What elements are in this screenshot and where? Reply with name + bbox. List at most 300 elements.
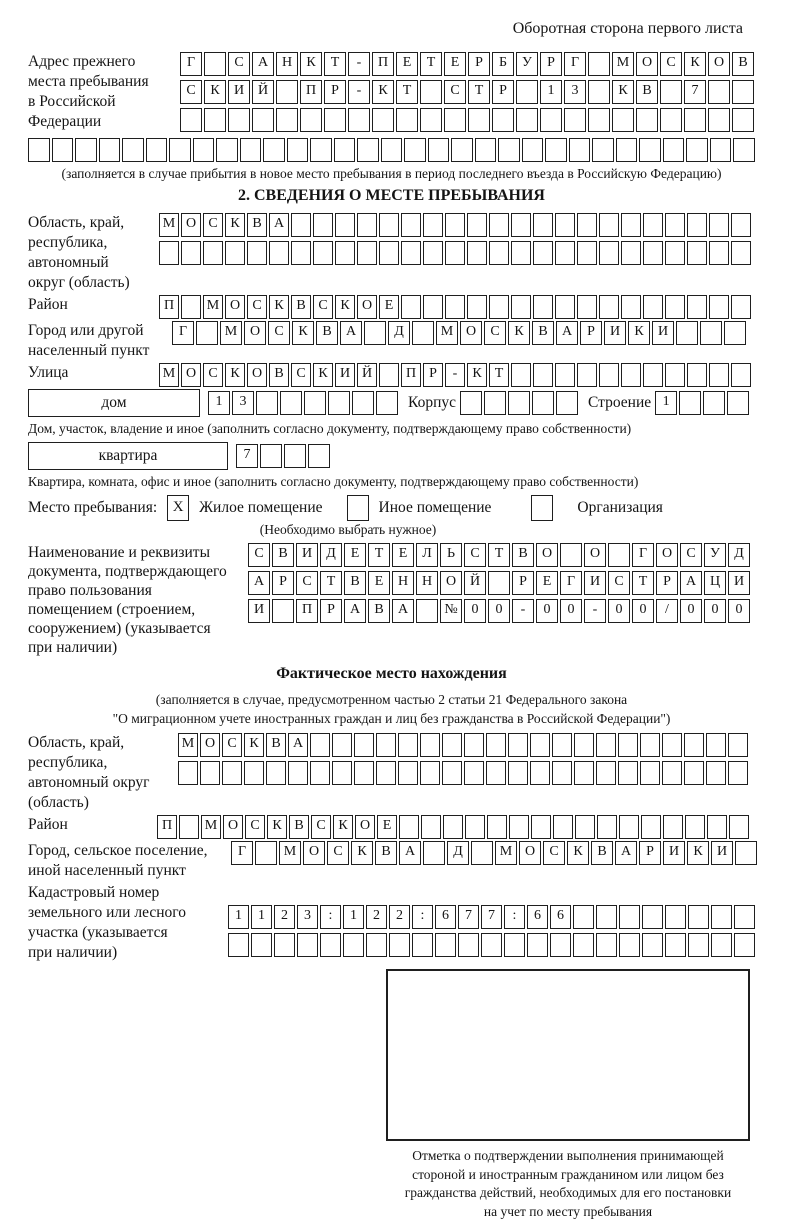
char-box[interactable]: А <box>399 841 421 865</box>
char-box[interactable]: О <box>181 213 201 237</box>
char-box[interactable] <box>420 761 440 785</box>
char-box[interactable] <box>662 761 682 785</box>
char-box[interactable]: 0 <box>608 599 630 623</box>
char-box[interactable] <box>663 138 685 162</box>
char-box[interactable] <box>269 241 289 265</box>
char-box[interactable]: М <box>159 213 179 237</box>
char-box[interactable] <box>274 933 295 957</box>
char-box[interactable] <box>423 295 443 319</box>
char-box[interactable] <box>398 733 418 757</box>
char-box[interactable] <box>481 933 502 957</box>
char-box[interactable] <box>372 108 394 132</box>
char-box[interactable] <box>451 138 473 162</box>
char-box[interactable] <box>550 933 571 957</box>
char-box[interactable] <box>621 363 641 387</box>
char-box[interactable] <box>266 761 286 785</box>
char-box[interactable]: Г <box>560 571 582 595</box>
char-box[interactable] <box>663 815 683 839</box>
char-box[interactable]: О <box>460 321 482 345</box>
char-box[interactable] <box>276 80 298 104</box>
char-box[interactable]: Е <box>536 571 558 595</box>
char-box[interactable] <box>389 933 410 957</box>
char-box[interactable] <box>467 295 487 319</box>
char-box[interactable] <box>709 363 729 387</box>
char-box[interactable]: С <box>313 295 333 319</box>
char-box[interactable] <box>376 733 396 757</box>
char-box[interactable] <box>464 761 484 785</box>
char-box[interactable] <box>179 815 199 839</box>
char-box[interactable]: С <box>222 733 242 757</box>
char-box[interactable] <box>618 761 638 785</box>
char-box[interactable] <box>709 213 729 237</box>
char-box[interactable] <box>401 213 421 237</box>
char-box[interactable] <box>660 108 682 132</box>
char-box[interactable]: 2 <box>366 905 387 929</box>
char-box[interactable] <box>574 761 594 785</box>
char-box[interactable] <box>343 933 364 957</box>
char-box[interactable] <box>552 761 572 785</box>
char-box[interactable] <box>545 138 567 162</box>
char-box[interactable] <box>412 321 434 345</box>
char-box[interactable] <box>706 733 726 757</box>
char-box[interactable] <box>444 108 466 132</box>
char-box[interactable]: Ь <box>440 543 462 567</box>
char-box[interactable]: О <box>440 571 462 595</box>
char-box[interactable]: О <box>656 543 678 567</box>
char-box[interactable] <box>352 391 374 415</box>
char-box[interactable] <box>291 213 311 237</box>
char-box[interactable]: У <box>704 543 726 567</box>
char-box[interactable] <box>728 761 748 785</box>
char-box[interactable] <box>228 933 249 957</box>
char-box[interactable] <box>435 933 456 957</box>
char-box[interactable]: М <box>279 841 301 865</box>
char-box[interactable] <box>489 213 509 237</box>
char-box[interactable] <box>244 761 264 785</box>
char-box[interactable]: А <box>344 599 366 623</box>
char-box[interactable]: Л <box>416 543 438 567</box>
char-box[interactable] <box>527 933 548 957</box>
char-box[interactable] <box>421 815 441 839</box>
char-box[interactable]: Р <box>492 80 514 104</box>
char-box[interactable]: У <box>516 52 538 76</box>
char-box[interactable]: Т <box>489 363 509 387</box>
char-box[interactable]: С <box>228 52 250 76</box>
char-box[interactable]: П <box>157 815 177 839</box>
char-box[interactable] <box>709 295 729 319</box>
char-box[interactable]: В <box>732 52 754 76</box>
char-box[interactable]: М <box>220 321 242 345</box>
char-box[interactable] <box>423 213 443 237</box>
char-box[interactable] <box>599 363 619 387</box>
char-box[interactable] <box>577 241 597 265</box>
char-box[interactable]: № <box>440 599 462 623</box>
char-box[interactable]: Г <box>632 543 654 567</box>
checkbox-other-premises[interactable] <box>347 495 369 521</box>
char-box[interactable] <box>225 241 245 265</box>
char-box[interactable] <box>396 108 418 132</box>
char-box[interactable]: И <box>663 841 685 865</box>
char-box[interactable]: К <box>508 321 530 345</box>
char-box[interactable] <box>511 295 531 319</box>
char-box[interactable] <box>727 391 749 415</box>
char-box[interactable] <box>381 138 403 162</box>
char-box[interactable]: К <box>292 321 314 345</box>
char-box[interactable]: К <box>612 80 634 104</box>
char-box[interactable]: С <box>203 213 223 237</box>
char-box[interactable] <box>621 241 641 265</box>
char-box[interactable] <box>560 543 582 567</box>
char-box[interactable] <box>575 815 595 839</box>
char-box[interactable] <box>711 905 732 929</box>
char-box[interactable]: М <box>178 733 198 757</box>
char-box[interactable] <box>687 213 707 237</box>
char-box[interactable]: П <box>159 295 179 319</box>
char-box[interactable]: К <box>567 841 589 865</box>
char-box[interactable] <box>684 108 706 132</box>
char-box[interactable]: Д <box>728 543 750 567</box>
char-box[interactable]: И <box>296 543 318 567</box>
char-box[interactable] <box>404 138 426 162</box>
char-box[interactable] <box>588 80 610 104</box>
char-box[interactable] <box>442 733 462 757</box>
char-box[interactable] <box>364 321 386 345</box>
char-box[interactable] <box>509 815 529 839</box>
char-box[interactable] <box>247 241 267 265</box>
char-box[interactable]: 1 <box>208 391 230 415</box>
char-box[interactable] <box>486 761 506 785</box>
char-box[interactable]: М <box>203 295 223 319</box>
char-box[interactable]: К <box>333 815 353 839</box>
char-box[interactable] <box>735 841 757 865</box>
char-box[interactable] <box>508 391 530 415</box>
char-box[interactable] <box>442 761 462 785</box>
char-box[interactable] <box>665 905 686 929</box>
char-box[interactable]: А <box>340 321 362 345</box>
char-box[interactable]: О <box>223 815 243 839</box>
char-box[interactable] <box>688 933 709 957</box>
char-box[interactable]: А <box>252 52 274 76</box>
char-box[interactable] <box>700 321 722 345</box>
char-box[interactable] <box>577 213 597 237</box>
char-box[interactable] <box>204 108 226 132</box>
char-box[interactable] <box>553 815 573 839</box>
char-box[interactable]: О <box>536 543 558 567</box>
char-box[interactable] <box>420 108 442 132</box>
char-box[interactable] <box>703 391 725 415</box>
char-box[interactable] <box>354 761 374 785</box>
char-box[interactable] <box>178 761 198 785</box>
char-box[interactable] <box>618 733 638 757</box>
char-box[interactable]: Р <box>580 321 602 345</box>
char-box[interactable]: С <box>680 543 702 567</box>
char-box[interactable] <box>516 80 538 104</box>
char-box[interactable]: К <box>628 321 650 345</box>
char-box[interactable] <box>420 80 442 104</box>
char-box[interactable] <box>540 108 562 132</box>
char-box[interactable] <box>366 933 387 957</box>
char-box[interactable] <box>685 815 705 839</box>
char-box[interactable] <box>196 321 218 345</box>
char-box[interactable]: Е <box>396 52 418 76</box>
char-box[interactable]: В <box>375 841 397 865</box>
char-box[interactable] <box>564 108 586 132</box>
char-box[interactable] <box>711 933 732 957</box>
char-box[interactable] <box>596 733 616 757</box>
char-box[interactable]: К <box>225 363 245 387</box>
char-box[interactable]: 6 <box>527 905 548 929</box>
char-box[interactable] <box>599 241 619 265</box>
char-box[interactable] <box>665 295 685 319</box>
char-box[interactable]: 0 <box>632 599 654 623</box>
char-box[interactable]: Е <box>392 543 414 567</box>
char-box[interactable]: О <box>181 363 201 387</box>
char-box[interactable]: 0 <box>728 599 750 623</box>
char-box[interactable] <box>596 761 616 785</box>
char-box[interactable] <box>468 108 490 132</box>
char-box[interactable]: Р <box>320 599 342 623</box>
char-box[interactable] <box>596 905 617 929</box>
char-box[interactable]: С <box>180 80 202 104</box>
char-box[interactable]: : <box>412 905 433 929</box>
char-box[interactable]: О <box>244 321 266 345</box>
char-box[interactable] <box>621 295 641 319</box>
char-box[interactable] <box>379 213 399 237</box>
char-box[interactable] <box>530 761 550 785</box>
char-box[interactable] <box>240 138 262 162</box>
char-box[interactable]: 1 <box>228 905 249 929</box>
char-box[interactable] <box>498 138 520 162</box>
char-box[interactable] <box>52 138 74 162</box>
char-box[interactable]: 0 <box>536 599 558 623</box>
char-box[interactable]: К <box>684 52 706 76</box>
char-box[interactable] <box>608 543 630 567</box>
char-box[interactable] <box>99 138 121 162</box>
char-box[interactable]: 0 <box>704 599 726 623</box>
char-box[interactable] <box>522 138 544 162</box>
char-box[interactable]: С <box>327 841 349 865</box>
char-box[interactable]: С <box>608 571 630 595</box>
char-box[interactable]: И <box>652 321 674 345</box>
char-box[interactable]: С <box>543 841 565 865</box>
char-box[interactable]: 1 <box>540 80 562 104</box>
char-box[interactable] <box>193 138 215 162</box>
char-box[interactable]: 3 <box>297 905 318 929</box>
char-box[interactable]: В <box>344 571 366 595</box>
char-box[interactable]: К <box>313 363 333 387</box>
char-box[interactable] <box>643 363 663 387</box>
char-box[interactable]: А <box>248 571 270 595</box>
char-box[interactable] <box>508 733 528 757</box>
char-box[interactable]: Д <box>447 841 469 865</box>
char-box[interactable] <box>401 295 421 319</box>
char-box[interactable] <box>276 108 298 132</box>
char-box[interactable] <box>555 241 575 265</box>
char-box[interactable]: Р <box>540 52 562 76</box>
char-box[interactable]: К <box>351 841 373 865</box>
char-box[interactable] <box>706 761 726 785</box>
char-box[interactable]: 7 <box>236 444 258 468</box>
char-box[interactable] <box>251 933 272 957</box>
char-box[interactable] <box>445 241 465 265</box>
char-box[interactable]: С <box>245 815 265 839</box>
char-box[interactable] <box>313 241 333 265</box>
char-box[interactable]: И <box>728 571 750 595</box>
char-box[interactable] <box>272 599 294 623</box>
char-box[interactable]: 0 <box>488 599 510 623</box>
char-box[interactable] <box>552 733 572 757</box>
char-box[interactable] <box>676 321 698 345</box>
char-box[interactable]: / <box>656 599 678 623</box>
char-box[interactable]: 3 <box>564 80 586 104</box>
char-box[interactable] <box>660 80 682 104</box>
char-box[interactable] <box>665 363 685 387</box>
char-box[interactable]: Н <box>416 571 438 595</box>
char-box[interactable]: К <box>244 733 264 757</box>
char-box[interactable]: К <box>204 80 226 104</box>
char-box[interactable] <box>423 241 443 265</box>
char-box[interactable] <box>263 138 285 162</box>
char-box[interactable] <box>216 138 238 162</box>
char-box[interactable] <box>376 391 398 415</box>
char-box[interactable]: И <box>604 321 626 345</box>
char-box[interactable] <box>531 815 551 839</box>
char-box[interactable]: 3 <box>232 391 254 415</box>
char-box[interactable] <box>335 241 355 265</box>
char-box[interactable] <box>465 815 485 839</box>
char-box[interactable]: Й <box>357 363 377 387</box>
char-box[interactable] <box>256 391 278 415</box>
char-box[interactable]: Т <box>324 52 346 76</box>
char-box[interactable]: А <box>680 571 702 595</box>
char-box[interactable]: Д <box>320 543 342 567</box>
char-box[interactable] <box>420 733 440 757</box>
char-box[interactable]: О <box>247 363 267 387</box>
char-box[interactable]: И <box>711 841 733 865</box>
char-box[interactable] <box>665 933 686 957</box>
char-box[interactable]: О <box>357 295 377 319</box>
char-box[interactable] <box>596 933 617 957</box>
char-box[interactable] <box>533 241 553 265</box>
char-box[interactable] <box>376 761 396 785</box>
char-box[interactable] <box>297 933 318 957</box>
char-box[interactable] <box>398 761 418 785</box>
char-box[interactable]: В <box>368 599 390 623</box>
char-box[interactable]: В <box>636 80 658 104</box>
char-box[interactable]: 0 <box>680 599 702 623</box>
char-box[interactable] <box>467 241 487 265</box>
char-box[interactable]: С <box>296 571 318 595</box>
char-box[interactable]: О <box>225 295 245 319</box>
char-box[interactable] <box>332 733 352 757</box>
char-box[interactable] <box>687 241 707 265</box>
char-box[interactable] <box>204 52 226 76</box>
char-box[interactable]: А <box>392 599 414 623</box>
char-box[interactable] <box>616 138 638 162</box>
char-box[interactable]: В <box>289 815 309 839</box>
char-box[interactable]: С <box>660 52 682 76</box>
char-box[interactable] <box>687 295 707 319</box>
char-box[interactable] <box>181 241 201 265</box>
char-box[interactable]: Д <box>388 321 410 345</box>
char-box[interactable]: В <box>272 543 294 567</box>
char-box[interactable] <box>357 213 377 237</box>
char-box[interactable]: И <box>584 571 606 595</box>
char-box[interactable] <box>379 241 399 265</box>
char-box[interactable] <box>443 815 463 839</box>
char-box[interactable] <box>300 108 322 132</box>
char-box[interactable] <box>328 391 350 415</box>
char-box[interactable]: С <box>484 321 506 345</box>
char-box[interactable]: Ц <box>704 571 726 595</box>
char-box[interactable] <box>574 733 594 757</box>
char-box[interactable] <box>492 108 514 132</box>
char-box[interactable] <box>642 933 663 957</box>
char-box[interactable]: - <box>584 599 606 623</box>
char-box[interactable]: О <box>355 815 375 839</box>
char-box[interactable]: 7 <box>684 80 706 104</box>
char-box[interactable] <box>643 295 663 319</box>
char-box[interactable] <box>222 761 242 785</box>
char-box[interactable] <box>665 241 685 265</box>
char-box[interactable]: - <box>512 599 534 623</box>
char-box[interactable] <box>288 761 308 785</box>
char-box[interactable] <box>555 295 575 319</box>
char-box[interactable] <box>255 841 277 865</box>
char-box[interactable] <box>401 241 421 265</box>
char-box[interactable]: Р <box>468 52 490 76</box>
char-box[interactable]: С <box>464 543 486 567</box>
char-box[interactable] <box>640 761 660 785</box>
char-box[interactable] <box>252 108 274 132</box>
char-box[interactable]: : <box>504 905 525 929</box>
char-box[interactable] <box>516 108 538 132</box>
char-box[interactable]: С <box>203 363 223 387</box>
char-box[interactable] <box>28 138 50 162</box>
char-box[interactable] <box>533 295 553 319</box>
char-box[interactable]: О <box>200 733 220 757</box>
char-box[interactable] <box>445 213 465 237</box>
char-box[interactable] <box>597 815 617 839</box>
char-box[interactable] <box>555 213 575 237</box>
char-box[interactable] <box>508 761 528 785</box>
char-box[interactable]: К <box>687 841 709 865</box>
char-box[interactable]: О <box>519 841 541 865</box>
char-box[interactable] <box>708 108 730 132</box>
char-box[interactable] <box>532 391 554 415</box>
checkbox-residential[interactable]: X <box>167 495 189 521</box>
char-box[interactable] <box>573 933 594 957</box>
char-box[interactable] <box>416 599 438 623</box>
char-box[interactable] <box>280 391 302 415</box>
char-box[interactable]: П <box>296 599 318 623</box>
char-box[interactable]: С <box>311 815 331 839</box>
char-box[interactable] <box>731 295 751 319</box>
char-box[interactable] <box>310 733 330 757</box>
char-box[interactable]: В <box>591 841 613 865</box>
char-box[interactable] <box>734 933 755 957</box>
char-box[interactable] <box>688 905 709 929</box>
char-box[interactable] <box>708 80 730 104</box>
char-box[interactable]: 2 <box>274 905 295 929</box>
char-box[interactable] <box>467 213 487 237</box>
char-box[interactable] <box>169 138 191 162</box>
char-box[interactable] <box>291 241 311 265</box>
char-box[interactable] <box>399 815 419 839</box>
char-box[interactable] <box>287 138 309 162</box>
char-box[interactable] <box>639 138 661 162</box>
char-box[interactable] <box>475 138 497 162</box>
